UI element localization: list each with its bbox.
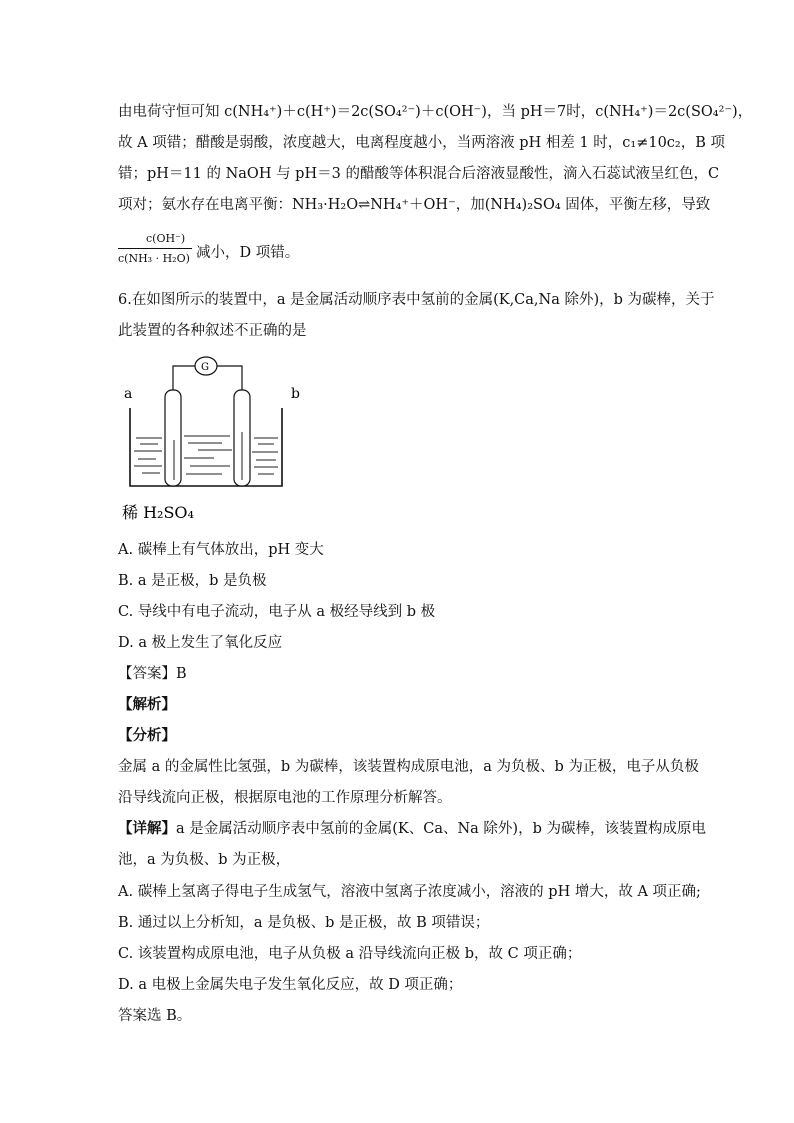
solution-b: B. 通过以上分析知，a 是负极、b 是正极，故 B 项错误； xyxy=(118,915,490,931)
answer-line: 【答案】B xyxy=(118,666,187,682)
detail-heading: 【详解】 xyxy=(118,820,176,837)
detail-line-1 xyxy=(118,819,706,839)
detail-text-1: a 是金属活动顺序表中氢前的金属(K、Ca、Na 除外)，b 为碳棒，该装置构成原电 xyxy=(176,821,706,837)
solution-c: C. 该装置构成原电池，电子从负极 a 沿导线流向正极 b，故 C 项正确； xyxy=(118,946,582,962)
final-answer: 答案选 B。 xyxy=(118,1008,192,1024)
question-line-2: 此装置的各种叙述不正确的是 xyxy=(118,323,307,339)
analysis-heading: 【解析】 xyxy=(118,696,176,713)
liquid-surface xyxy=(134,432,278,480)
galvanometer-label: G xyxy=(201,362,209,373)
fraction-bar xyxy=(118,248,192,249)
fraction-numerator: c(OH⁻) xyxy=(146,232,186,245)
wire-left xyxy=(173,366,195,390)
option-b: B. a 是正极，b 是负极 xyxy=(118,573,267,589)
breakdown-line-1: 金属 a 的金属性比氢强，b 为碳棒，该装置构成原电池，a 为负极、b 为正极，电子从负极 xyxy=(118,759,699,775)
question-line-1: 6.在如图所示的装置中，a 是金属活动顺序表中氢前的金属(K,Ca,Na 除外)，b 为碳棒，关于 xyxy=(118,292,715,308)
intro-line-4: 项对；氨水存在电离平衡：NH₃·H₂O⇌NH₄⁺＋OH⁻，加(NH₄)₂SO₄ 固体，平衡左移，导致 xyxy=(118,197,711,213)
electrolyte-caption: 稀 H₂SO₄ xyxy=(122,503,194,522)
intro-line-1: 由电荷守恒可知 c(NH₄⁺)＋c(H⁺)＝2c(SO₄²⁻)＋c(OH⁻)，当 pH＝7时，c(NH₄⁺)＝2c(SO₄²⁻)， xyxy=(118,104,753,120)
electrolytic-cell-figure xyxy=(118,352,318,524)
solution-a: A. 碳棒上氢离子得电子生成氢气，溶液中氢离子浓度减小，溶液的 pH 增大，故 A 项正确; xyxy=(118,884,701,900)
solution-d: D. a 电极上金属失电子发生氧化反应，故 D 项正确； xyxy=(118,977,463,993)
detail-line-2: 池，a 为负极、b 为正极， xyxy=(118,852,291,868)
electrode-a xyxy=(165,390,181,486)
electrode-a-label: a xyxy=(124,386,133,402)
option-a: A. 碳棒上有气体放出，pH 变大 xyxy=(118,542,324,558)
option-c: C. 导线中有电子流动，电子从 a 极经导线到 b 极 xyxy=(118,604,436,620)
fraction-denominator: c(NH₃ · H₂O) xyxy=(118,252,190,265)
intro-line-3: 错；pH＝11 的 NaOH 与 pH＝3 的醋酸等体积混合后溶液显酸性，滴入石蕊试液呈红色，C xyxy=(118,166,720,182)
fraction-conclusion: 减小，D 项错。 xyxy=(196,245,300,261)
electrode-b-label: b xyxy=(291,386,300,402)
intro-line-2: 故 A 项错；醋酸是弱酸，浓度越大，电离程度越小，当两溶液 pH 相差 1 时，c₁≠10c₂，B 项 xyxy=(118,135,726,151)
breakdown-heading: 【分析】 xyxy=(118,727,176,744)
breakdown-line-2: 沿导线流向正极，根据原电池的工作原理分析解答。 xyxy=(118,790,452,806)
wire-right xyxy=(217,366,242,390)
option-d: D. a 极上发生了氧化反应 xyxy=(118,635,283,651)
